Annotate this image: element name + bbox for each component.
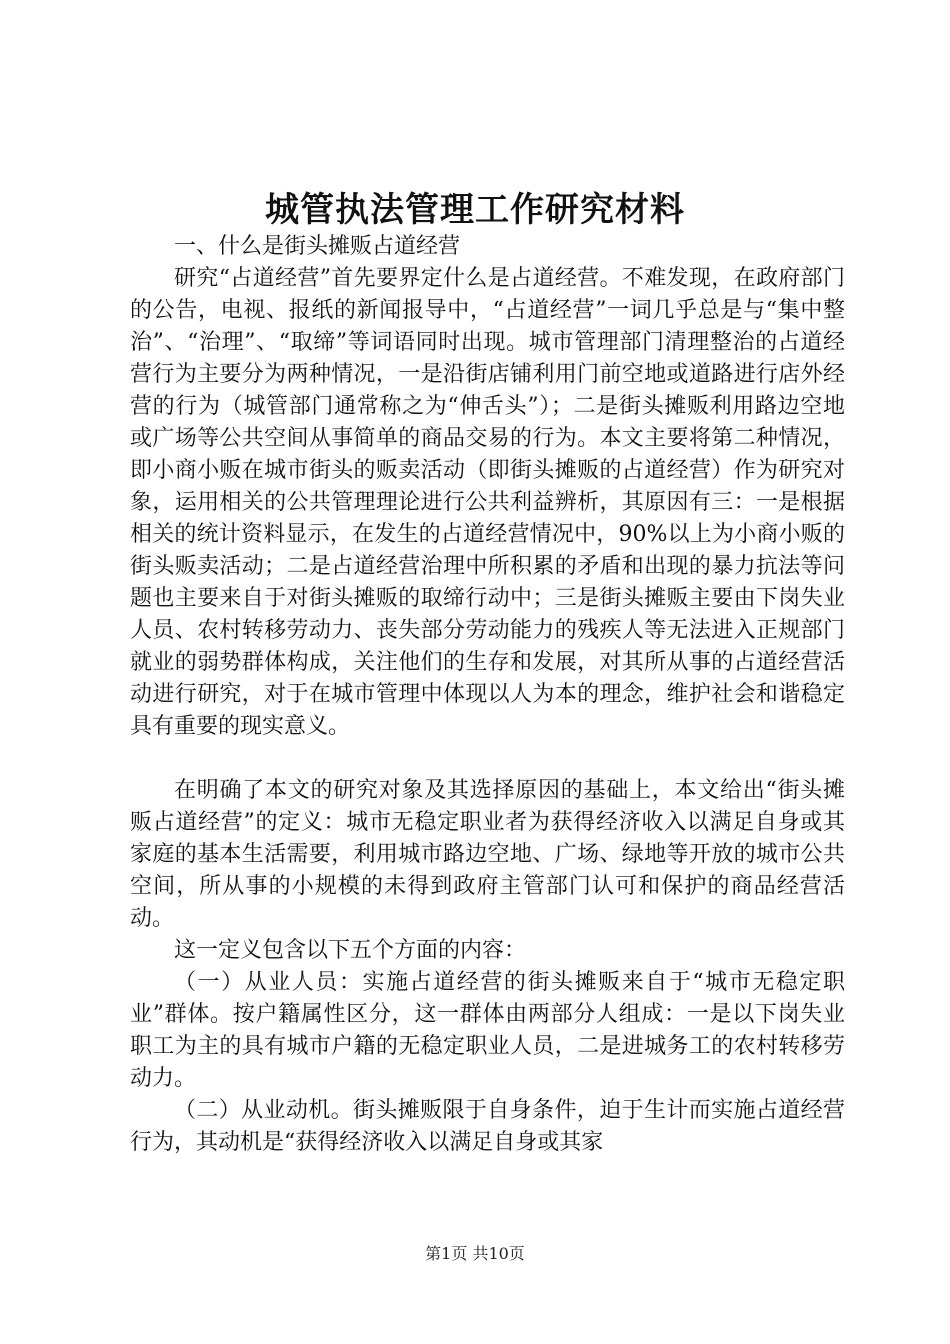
paragraph-4: （一）从业人员：实施占道经营的街头摊贩来自于“城市无稳定职业”群体。按户籍属性区分，这一群体由两部分人组成：一是以下岗失业职工为主的具有城市户籍的无稳定职业人员，二是进城务工的农村转移劳动力。 (130, 970, 845, 1091)
paragraph-2: 在明确了本文的研究对象及其选择原因的基础上，本文给出“街头摊贩占道经营”的定义：城市无稳定职业者为获得经济收入以满足自身或其家庭的基本生活需要，利用城市路边空地、广场、绿地等开放的城市公共空间，所从事的小规模的未得到政府主管部门认可和保护的商品经营活动。 (130, 778, 845, 931)
page-footer: 第1页 共10页 (425, 1244, 525, 1263)
document-body (130, 231, 845, 1159)
paragraph-5: （二）从业动机。街头摊贩限于自身条件，迫于生计而实施占道经营行为，其动机是“获得经济收入以满足自身或其家 (130, 1098, 845, 1155)
paragraph-1: 研究“占道经营”首先要界定什么是占道经营。不难发现，在政府部门的公告，电视、报纸的新闻报导中，“占道经营”一词几乎总是与“集中整治”、“治理”、“取缔”等词语同时出现。城市管理部门清理整治的占道经营行为主要分为两种情况，一是沿街店铺利用门前空地或道路进行店外经营的行为（城管部门通常称之为“伸舌头”）；二是街头摊贩利用路边空地或广场等公共空间从事简单的商品交易的行为。本文主要将第二种情况，即小商小贩在城市街头的贩卖活动（即街头摊贩的占道经营）作为研究对象，运用相关的公共管理理论进行公共利益辨析，其原因有三：一是根据相关的统计资料显示，在发生的占道经营情况中，90%以上为小商小贩的街头贩卖活动；二是占道经营治理中所积累的矛盾和出现的暴力抗法等问题也主要来自于对街头摊贩的取缔行动中；三是街头摊贩主要由下岗失业人员、农村转移劳动力、丧失部分劳动能力的残疾人等无法进入正规部门就业的弱势群体构成，关注他们的生存和发展，对其所从事的占道经营活动进行研究，对于在城市管理中体现以人为本的理念，维护社会和谐稳定具有重要的现实意义。 (130, 266, 845, 739)
paragraph-3: 这一定义包含以下五个方面的内容： (174, 938, 527, 963)
section-heading: 一、什么是街头摊贩占道经营 (174, 234, 461, 259)
document-title: 城管执法管理工作研究材料 (265, 190, 685, 230)
